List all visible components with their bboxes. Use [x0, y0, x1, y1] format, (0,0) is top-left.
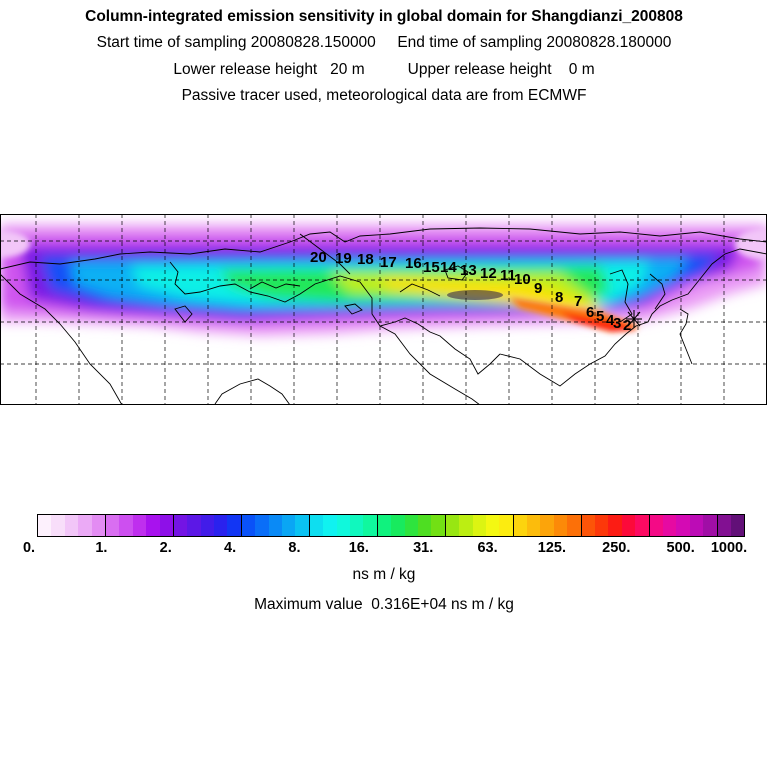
colorbar-swatch: [459, 515, 472, 536]
trajectory-day-label: 17: [380, 254, 397, 271]
plot-title: Column-integrated emission sensitivity in global domain for Shangdianzi_200808: [85, 8, 683, 25]
colorbar-swatch: [595, 515, 608, 536]
trajectory-day-label: 9: [534, 280, 543, 297]
trajectory-day-label: 2: [623, 317, 632, 334]
colorbar-tick-label: 2.: [159, 540, 172, 556]
colorbar-swatch: [418, 515, 431, 536]
colorbar-swatch: [295, 515, 309, 536]
emission-sensitivity-map: [0, 214, 767, 405]
colorbar-swatch: [703, 515, 717, 536]
colorbar-swatch: [78, 515, 91, 536]
colorbar-swatch: [514, 515, 527, 536]
colorbar-tick-label: 500.: [666, 540, 695, 556]
colorbar-swatch: [650, 515, 663, 536]
colorbar-swatch: [92, 515, 106, 536]
colorbar-swatch: [51, 515, 64, 536]
colorbar-swatch: [486, 515, 499, 536]
trajectory-day-label: 15: [423, 259, 440, 276]
trajectory-day-label: 5: [596, 308, 605, 325]
colorbar-swatch: [473, 515, 486, 536]
colorbar-tick-label: 16.: [348, 540, 369, 556]
colorbar-swatch: [663, 515, 676, 536]
trajectory-day-label: 8: [555, 289, 564, 306]
colorbar-swatch: [133, 515, 146, 536]
colorbar-swatch: [38, 515, 51, 536]
colorbar-swatch: [676, 515, 689, 536]
trajectory-day-label: 11: [500, 267, 516, 284]
colorbar-swatch: [608, 515, 621, 536]
colorbar-swatch: [310, 515, 323, 536]
colorbar-swatch: [540, 515, 553, 536]
colorbar-swatch: [146, 515, 159, 536]
colorbar: [37, 514, 745, 537]
colorbar-swatch: [635, 515, 649, 536]
colorbar-swatch: [160, 515, 174, 536]
colorbar-swatch: [378, 515, 391, 536]
colorbar-swatch: [446, 515, 459, 536]
colorbar-swatch: [174, 515, 187, 536]
colorbar-swatch: [65, 515, 78, 536]
colorbar-swatch: [731, 515, 744, 536]
sampling-times: Start time of sampling 20080828.150000 End time of sampling 20080828.180000: [96, 34, 672, 51]
colorbar-swatch: [201, 515, 214, 536]
colorbar-tick-label: 63.: [477, 540, 498, 556]
colorbar-units: ns m / kg: [352, 566, 416, 583]
trajectory-day-label: 10: [514, 271, 531, 288]
trajectory-day-label: 7: [574, 293, 583, 310]
colorbar-swatch: [690, 515, 703, 536]
trajectory-day-label: 14: [440, 259, 457, 276]
maximum-value: Maximum value 0.316E+04 ns m / kg: [254, 596, 514, 613]
trajectory-day-label: 6: [586, 304, 595, 321]
release-heights: Lower release height 20 m Upper release height 0 m: [173, 61, 595, 78]
trajectory-day-label: 4: [606, 312, 615, 329]
colorbar-tick-label: 125.: [537, 540, 567, 556]
trajectory-day-label: 19: [335, 250, 352, 267]
colorbar-swatch: [391, 515, 404, 536]
colorbar-swatch: [227, 515, 241, 536]
trajectory-day-label: 13: [460, 262, 477, 279]
trajectory-day-label: 20: [310, 249, 327, 266]
colorbar-tick-label: 0.: [22, 540, 36, 556]
colorbar-swatch: [187, 515, 200, 536]
trajectory-day-label: 3: [613, 315, 622, 332]
colorbar-swatch: [214, 515, 227, 536]
colorbar-swatch: [363, 515, 377, 536]
colorbar-swatch: [282, 515, 295, 536]
colorbar-swatch: [323, 515, 336, 536]
colorbar-swatch: [718, 515, 731, 536]
colorbar-tick-label: 1000.: [710, 540, 748, 556]
colorbar-swatch: [622, 515, 635, 536]
colorbar-swatch: [119, 515, 132, 536]
colorbar-swatch: [567, 515, 581, 536]
trajectory-day-label: 12: [480, 265, 497, 282]
trajectory-day-label: 16: [405, 255, 422, 272]
colorbar-swatch: [527, 515, 540, 536]
colorbar-swatch: [242, 515, 255, 536]
colorbar-swatch: [405, 515, 418, 536]
colorbar-tick-label: 31.: [413, 540, 434, 556]
colorbar-swatch: [255, 515, 268, 536]
colorbar-swatch: [431, 515, 445, 536]
colorbar-swatch: [337, 515, 350, 536]
colorbar-tick-label: 250.: [602, 540, 631, 556]
colorbar-swatch: [582, 515, 595, 536]
trajectory-day-label: 18: [357, 251, 374, 268]
colorbar-swatch: [350, 515, 363, 536]
colorbar-tick-label: 8.: [288, 540, 301, 556]
colorbar-tick-label: 1.: [95, 540, 108, 556]
colorbar-swatch: [499, 515, 513, 536]
colorbar-swatch: [269, 515, 282, 536]
colorbar-swatch: [554, 515, 567, 536]
colorbar-tick-label: 4.: [224, 540, 237, 556]
colorbar-swatch: [106, 515, 119, 536]
tracer-info: Passive tracer used, meteorological data are from ECMWF: [181, 87, 587, 104]
